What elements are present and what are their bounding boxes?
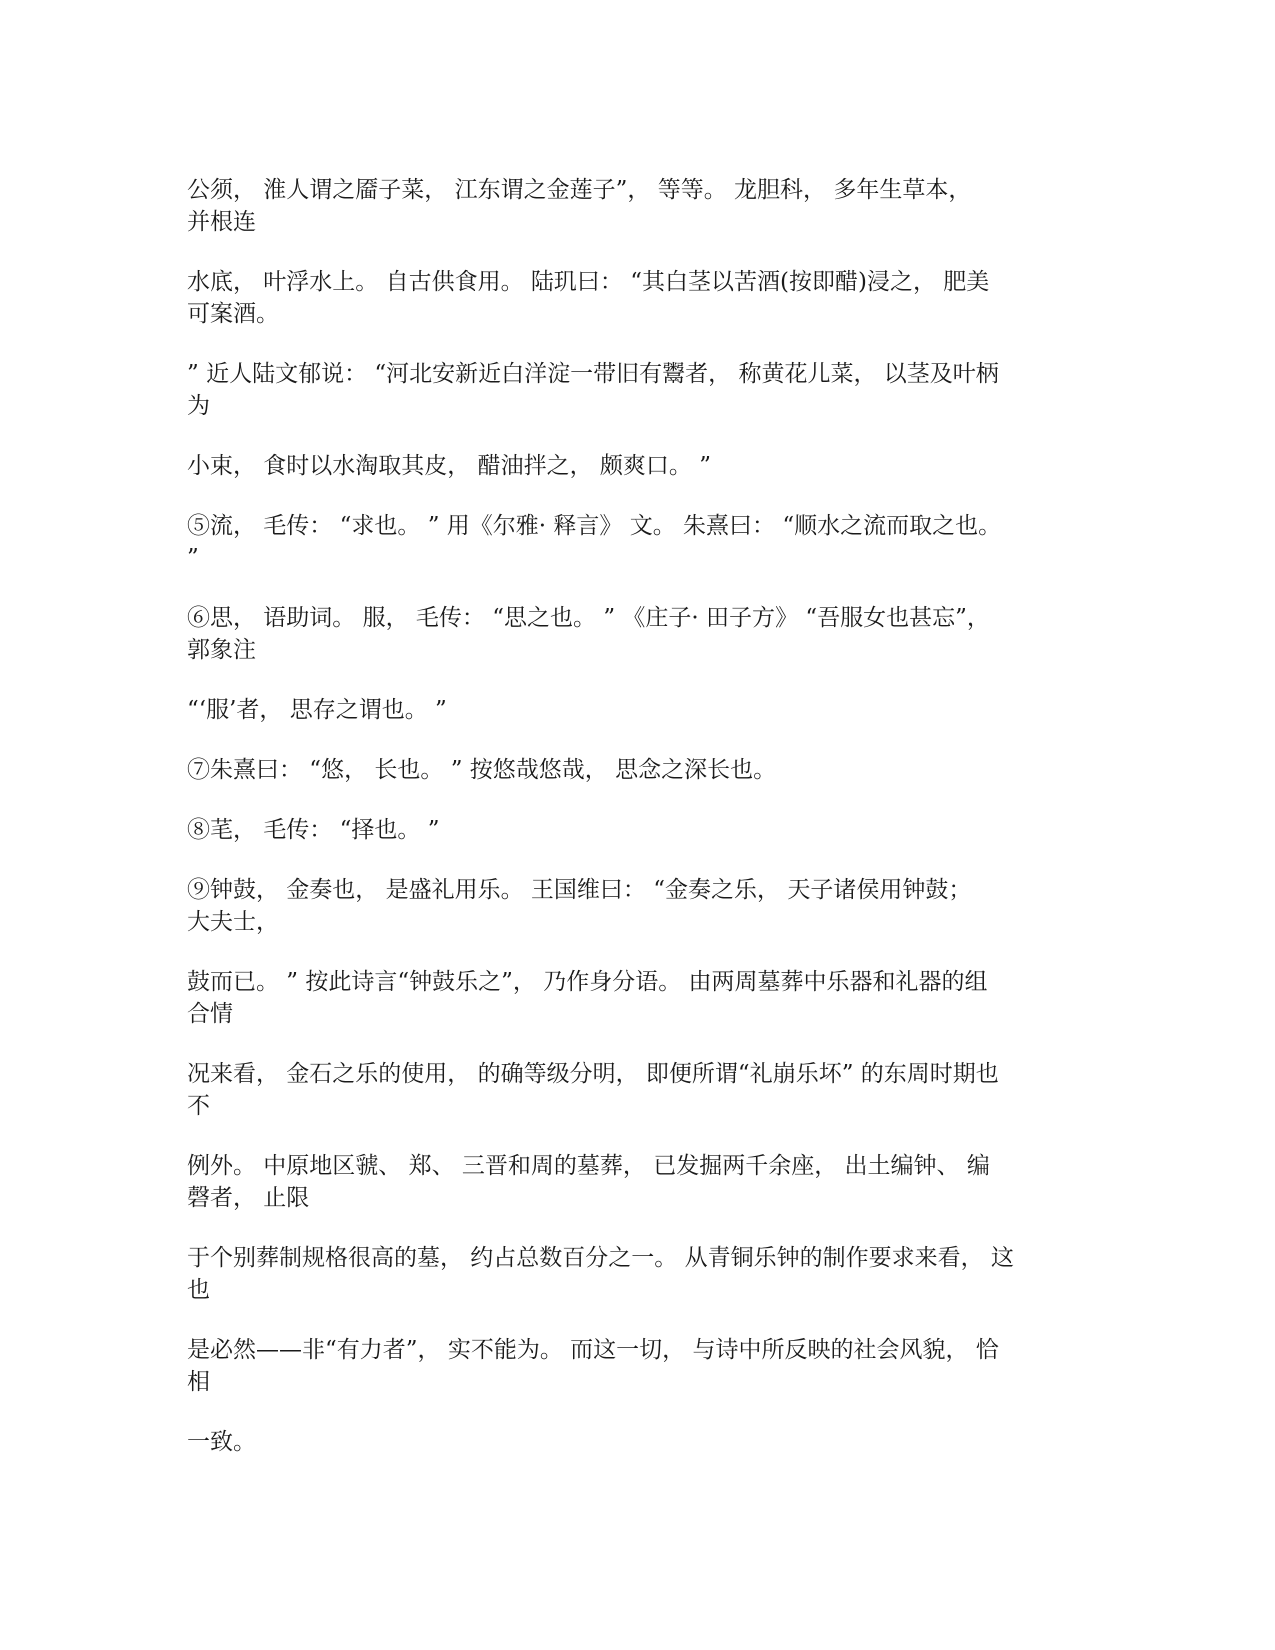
text-line: ⑦朱熹曰： “悠， 长也。 ” 按悠哉悠哉， 思念之深长也。	[187, 757, 777, 783]
text-line: 不	[187, 1093, 210, 1119]
paragraph	[187, 358, 1107, 422]
text-line: 是必然——非“有力者”， 实不能为。 而这一切， 与诗中所反映的社会风貌， 恰	[187, 1337, 999, 1363]
paragraph	[187, 1426, 1107, 1458]
text-line: 为	[187, 393, 210, 419]
paragraph	[187, 874, 1107, 938]
text-line: 也	[187, 1277, 210, 1303]
text-line: 并根连	[187, 209, 256, 235]
text-line: ⑤流， 毛传： “求也。 ” 用《尔雅· 释言》 文。 朱熹曰： “顺水之流而取之也。	[187, 513, 1002, 539]
text-line: 大夫士，	[187, 909, 279, 935]
text-line: 公须， 淮人谓之靥子菜， 江东谓之金莲子”， 等等。 龙胆科， 多年生草本，	[187, 177, 972, 203]
text-line: 例外。 中原地区虢、 郑、 三晋和周的墓葬， 已发掘两千余座， 出土编钟、 编	[187, 1153, 990, 1179]
text-line: “‘服’者， 思存之谓也。 ”	[187, 697, 447, 723]
paragraph	[187, 174, 1107, 238]
paragraph	[187, 1150, 1107, 1214]
text-line: 鼓而已。 ” 按此诗言“钟鼓乐之”， 乃作身分语。 由两周墓葬中乐器和礼器的组	[187, 969, 988, 995]
text-line: 况来看， 金石之乐的使用， 的确等级分明， 即便所谓“礼崩乐坏” 的东周时期也	[187, 1061, 999, 1087]
paragraph	[187, 450, 1107, 482]
text-line: 郭象注	[187, 637, 256, 663]
paragraph	[187, 754, 1107, 786]
text-line: ” 近人陆文郁说： “河北安新近白洋淀一带旧有鬻者， 称黄花儿菜， 以茎及叶柄	[187, 361, 999, 387]
paragraph	[187, 966, 1107, 1030]
text-line: 水底， 叶浮水上。 自古供食用。 陆玑曰： “其白茎以苦酒(按即醋)浸之， 肥美	[187, 269, 990, 295]
paragraph	[187, 814, 1107, 846]
document-body	[187, 174, 1107, 1486]
text-line: 小束， 食时以水淘取其皮， 醋油拌之， 颇爽口。 ”	[187, 453, 712, 479]
text-line: ⑨钟鼓， 金奏也， 是盛礼用乐。 王国维曰： “金奏之乐， 天子诸侯用钟鼓；	[187, 877, 972, 903]
text-line: ⑥思， 语助词。 服， 毛传： “思之也。 ” 《庄子· 田子方》 “吾服女也甚忘”，	[187, 605, 990, 631]
paragraph	[187, 266, 1107, 330]
text-line: 于个别葬制规格很高的墓， 约占总数百分之一。 从青铜乐钟的制作要求来看， 这	[187, 1245, 1014, 1271]
paragraph	[187, 1334, 1107, 1398]
text-line: ”	[187, 545, 199, 571]
paragraph	[187, 1242, 1107, 1306]
text-line: 一致。	[187, 1429, 256, 1455]
text-line: 相	[187, 1369, 210, 1395]
paragraph	[187, 694, 1107, 726]
text-line: ⑧芼， 毛传： “择也。 ”	[187, 817, 440, 843]
text-line: 可案酒。	[187, 301, 279, 327]
text-line: 合情	[187, 1001, 233, 1027]
paragraph	[187, 510, 1107, 574]
text-line: 磬者， 止限	[187, 1185, 310, 1211]
paragraph	[187, 1058, 1107, 1122]
paragraph	[187, 602, 1107, 666]
